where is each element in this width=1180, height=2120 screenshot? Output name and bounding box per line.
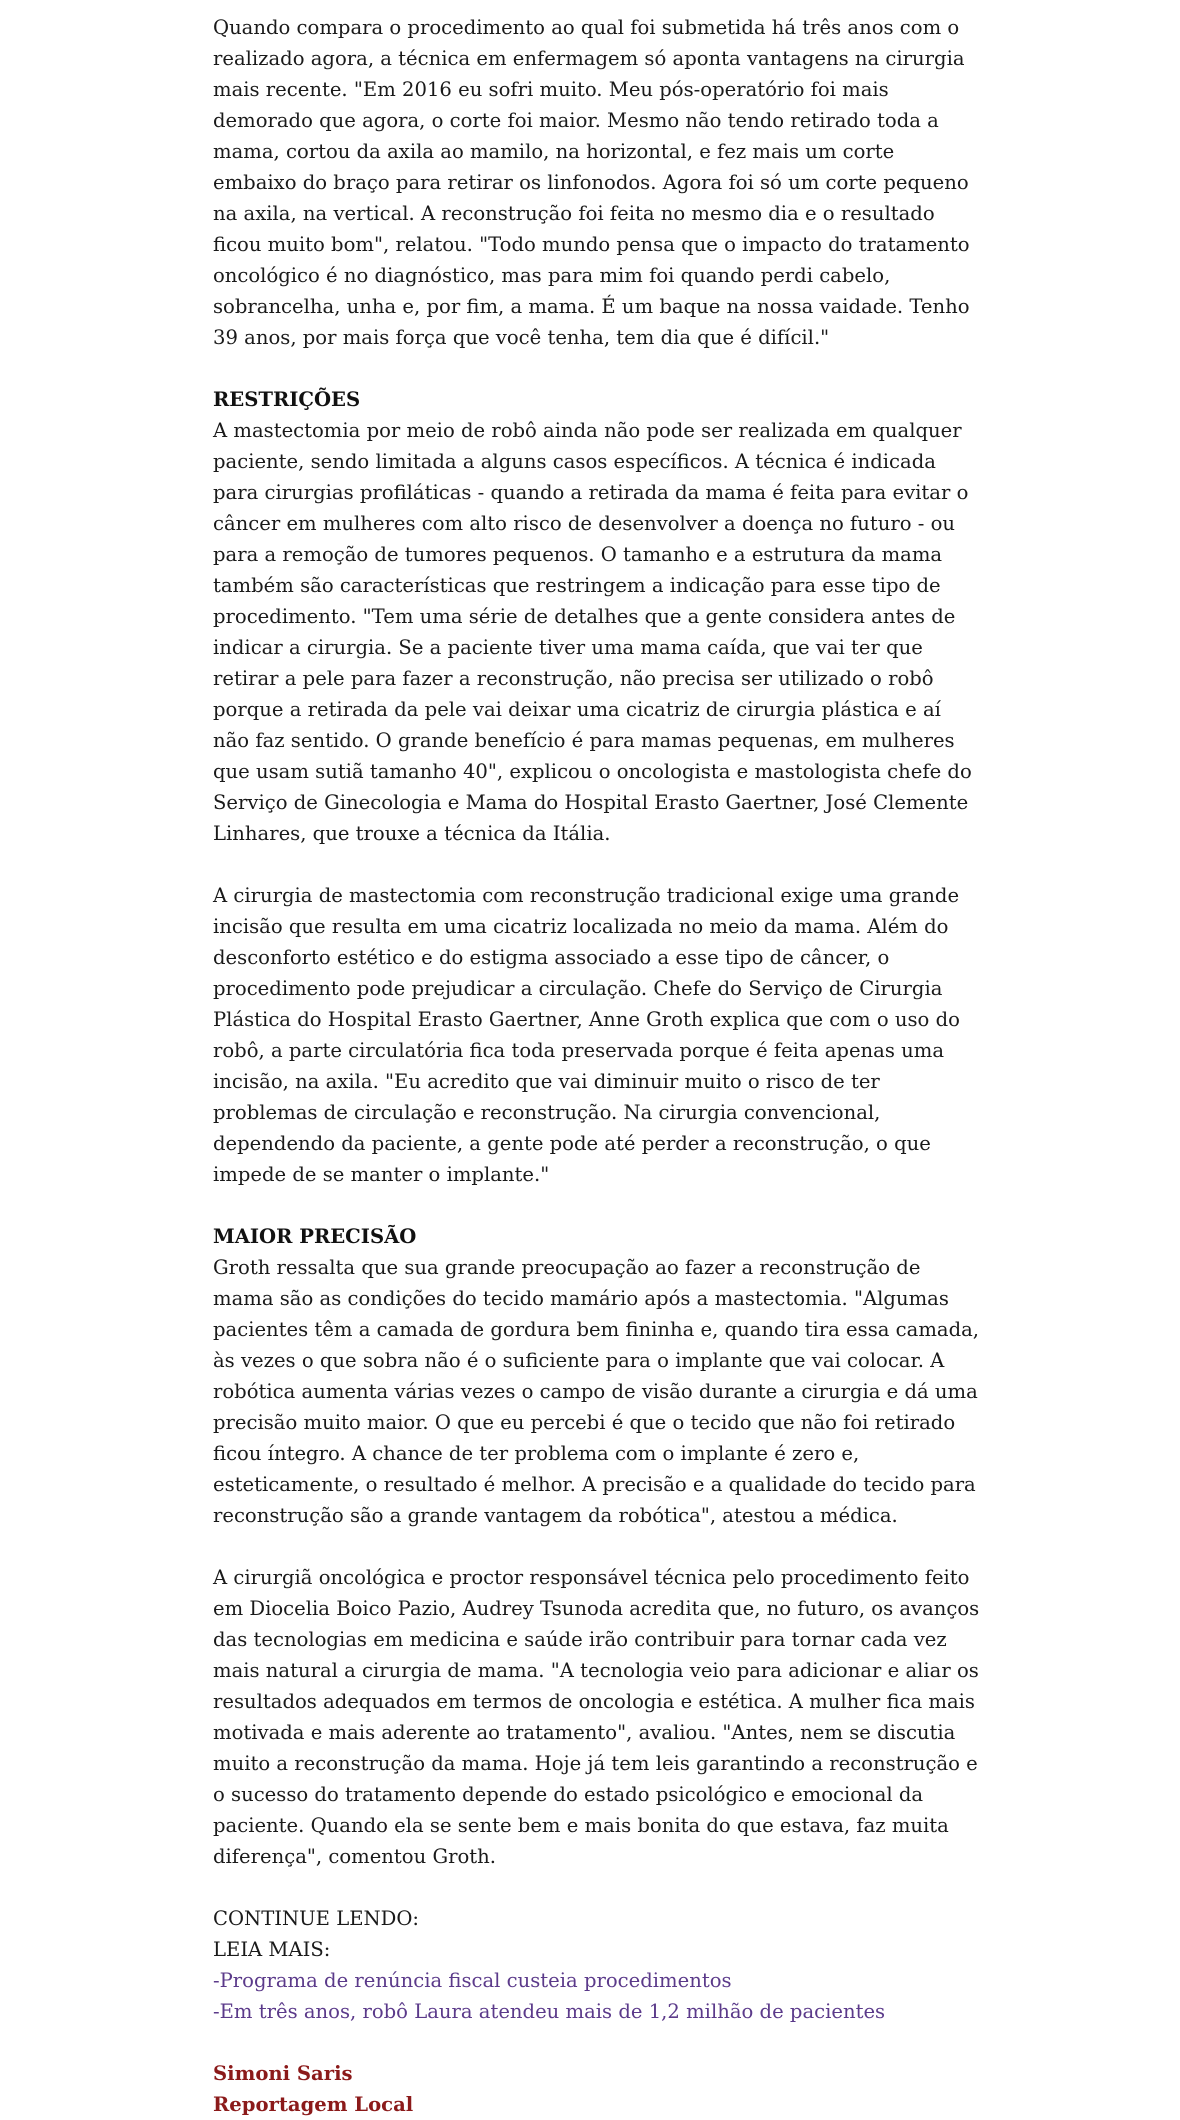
article-credits xyxy=(213,2058,983,2120)
related-link-programa-renuncia[interactable]: -Programa de renúncia fiscal custeia procedimentos xyxy=(213,1969,732,1992)
paragraph-tecnologia: A cirurgiã oncológica e proctor responsável técnica pelo procedimento feito em Diocelia Boico Pazio, Audrey Tsunoda acredita que, no futuro, os avanços das tecnologias em medicina e saúde irão contribuir para tornar cada vez mais natural a cirurgia de mama. "A tecnologia veio para adicionar e aliar os resultados adequados em termos de oncologia e estética. A mulher fica mais motivada e mais aderente ao tratamento", avaliou. "Antes, nem se discutia muito a reconstrução da mama. Hoje já tem leis garantindo a reconstrução e o sucesso do tratamento depende do estado psicológico e emocional da paciente. Quando ela se sente bem e mais bonita do que estava, faz muita diferença", comentou Groth. xyxy=(213,1566,980,1868)
paragraph-intro: Quando compara o procedimento ao qual foi submetida há três anos com o realizado agora, a técnica em enfermagem só aponta vantagens na cirurgia mais recente. "Em 2016 eu sofri muito. Meu pós-operatório foi mais demorado que agora, o corte foi maior. Mesmo não tendo retirado toda a mama, cortou da axila ao mamilo, na horizontal, e fez mais um corte embaixo do braço para retirar os linfonodos. Agora foi só um corte pequeno na axila, na vertical. A reconstrução foi feita no mesmo dia e o resultado ficou muito bom", relatou. "Todo mundo pensa que o impacto do tratamento oncológico é no diagnóstico, mas para mim foi quando perdi cabelo, sobrancelha, unha e, por fim, a mama. É um baque na nossa vaidade. Tenho 39 anos, por mais força que você tenha, tem dia que é difícil." xyxy=(213,16,970,349)
continue-reading xyxy=(213,1903,983,2027)
author-name: Simoni Saris xyxy=(213,2062,353,2085)
article-body xyxy=(213,12,983,2120)
section-heading-maior-precisao: MAIOR PRECISÃO xyxy=(213,1225,417,1248)
related-link-robo-laura[interactable]: -Em três anos, robô Laura atendeu mais de 1,2 milhão de pacientes xyxy=(213,2000,886,2023)
continue-reading-label: CONTINUE LENDO: xyxy=(213,1907,420,1930)
paragraph-cirurgia-tradicional: A cirurgia de mastectomia com reconstrução tradicional exige uma grande incisão que resulta em uma cicatriz localizada no meio da mama. Além do desconforto estético e do estigma associado a esse tipo de câncer, o procedimento pode prejudicar a circulação. Chefe do Serviço de Cirurgia Plástica do Hospital Erasto Gaertner, Anne Groth explica que com o uso do robô, a parte circulatória fica toda preservada porque é feita apenas uma incisão, na axila. "Eu acredito que vai diminuir muito o risco de ter problemas de circulação e reconstrução. Na cirurgia convencional, dependendo da paciente, a gente pode até perder a reconstrução, o que impede de se manter o implante." xyxy=(213,884,960,1186)
leia-mais-label: LEIA MAIS: xyxy=(213,1938,331,1961)
paragraph-precisao: Groth ressalta que sua grande preocupação ao fazer a reconstrução de mama são as condições do tecido mamário após a mastectomia. "Algumas pacientes têm a camada de gordura bem fininha e, quando tira essa camada, às vezes o que sobra não é o suficiente para o implante que vai colocar. A robótica aumenta várias vezes o campo de visão durante a cirurgia e dá uma precisão muito maior. O que eu percebi é que o tecido que não foi retirado ficou íntegro. A chance de ter problema com o implante é zero e, esteticamente, o resultado é melhor. A precisão e a qualidade do tecido para reconstrução são a grande vantagem da robótica", atestou a médica. xyxy=(213,1256,980,1527)
section-heading-restricoes: RESTRIÇÕES xyxy=(213,388,361,411)
section-credit: Reportagem Local xyxy=(213,2093,414,2116)
paragraph-restricoes: A mastectomia por meio de robô ainda não pode ser realizada em qualquer paciente, sendo limitada a alguns casos específicos. A técnica é indicada para cirurgias profiláticas - quando a retirada da mama é feita para evitar o câncer em mulheres com alto risco de desenvolver a doença no futuro - ou para a remoção de tumores pequenos. O tamanho e a estrutura da mama também são características que restringem a indicação para esse tipo de procedimento. "Tem uma série de detalhes que a gente considera antes de indicar a cirurgia. Se a paciente tiver uma mama caída, que vai ter que retirar a pele para fazer a reconstrução, não precisa ser utilizado o robô porque a retirada da pele vai deixar uma cicatriz de cirurgia plástica e aí não faz sentido. O grande benefício é para mamas pequenas, em mulheres que usam sutiã tamanho 40", explicou o oncologista e mastologista chefe do Serviço de Ginecologia e Mama do Hospital Erasto Gaertner, José Clemente Linhares, que trouxe a técnica da Itália. xyxy=(213,419,972,845)
